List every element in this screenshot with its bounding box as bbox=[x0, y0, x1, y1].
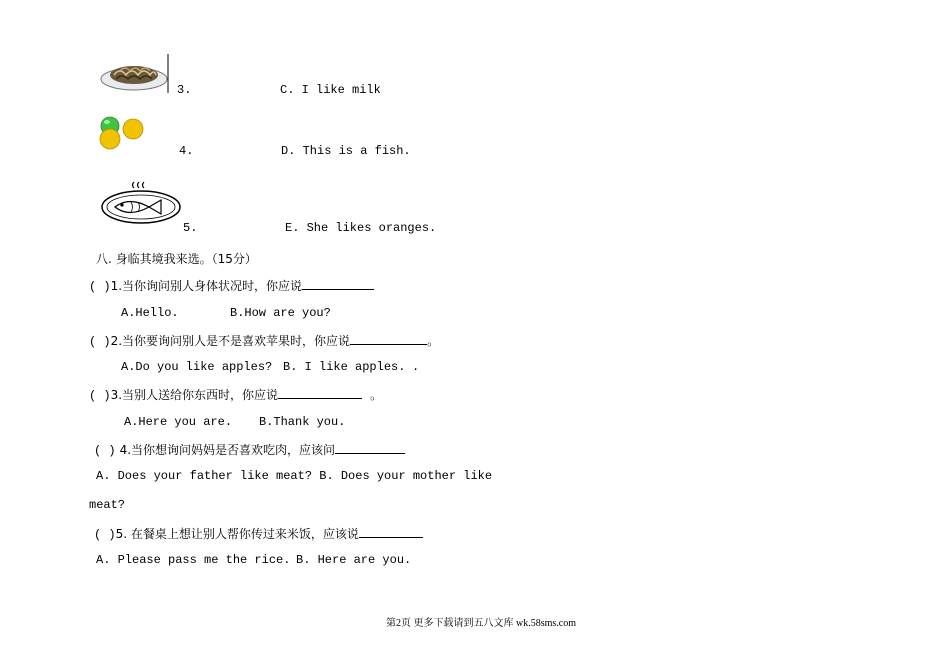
q2-trailing-mark: . bbox=[412, 360, 420, 374]
answer-blank[interactable] bbox=[278, 386, 362, 399]
match-item-4-number: 4. bbox=[179, 144, 194, 158]
match-item-3-number: 3. bbox=[177, 83, 192, 97]
answer-paren[interactable]: ( ) bbox=[89, 335, 111, 349]
question-4 bbox=[94, 441, 405, 459]
answer-paren[interactable]: ( ) bbox=[89, 280, 111, 294]
match-option-e: E. She likes oranges. bbox=[285, 221, 437, 235]
question-prompt: 1.当你询问别人身体状况时，你应说 bbox=[110, 279, 303, 293]
fish-plate-icon bbox=[101, 178, 183, 226]
match-option-c: C. I like milk bbox=[280, 83, 381, 97]
answer-blank[interactable] bbox=[359, 525, 423, 538]
page-footer: 第2页 更多下载请到五八文库 wk.58sms.com bbox=[386, 618, 576, 629]
question-suffix: 。 bbox=[370, 388, 383, 402]
answer-blank[interactable] bbox=[350, 332, 427, 345]
q3-option-b: B.Thank you. bbox=[259, 415, 346, 429]
answer-blank[interactable] bbox=[335, 441, 405, 454]
q1-option-b: B.How are you? bbox=[230, 306, 331, 320]
match-item-5-number: 5. bbox=[183, 221, 198, 235]
question-3 bbox=[89, 386, 382, 404]
q3-option-a: A.Here you are. bbox=[124, 415, 233, 429]
q5-option-a: A. Please pass me the rice. bbox=[96, 553, 291, 567]
noodles-plate-icon bbox=[100, 53, 172, 95]
q4-options-line-1: A. Does your father like meat? B. Does your mother like bbox=[96, 469, 493, 483]
question-1 bbox=[89, 277, 374, 295]
q2-option-a: A.Do you like apples? bbox=[121, 360, 273, 374]
section-8-title: 八. 身临其境我来选。（15分） bbox=[96, 252, 257, 266]
q5-option-b: B. Here are you. bbox=[296, 553, 412, 567]
question-prompt: 4.当你想询问妈妈是否喜欢吃肉，应该问 bbox=[119, 443, 336, 457]
answer-paren[interactable]: ( ) bbox=[94, 444, 116, 458]
answer-paren[interactable]: ( ) bbox=[94, 528, 116, 542]
question-2 bbox=[89, 332, 439, 350]
q2-option-b: B. I like apples. bbox=[283, 360, 406, 374]
match-option-d: D. This is a fish. bbox=[281, 144, 411, 158]
question-prompt: 3.当别人送给你东西时，你应说 bbox=[110, 388, 279, 402]
question-prompt: 2.当你要询问别人是不是喜欢苹果时，你应说 bbox=[110, 334, 351, 348]
q4-options-line-2: meat? bbox=[89, 498, 126, 512]
question-prompt: 5. 在餐桌上想让别人帮你传过来米饭，应该说 bbox=[115, 527, 359, 541]
question-5 bbox=[94, 525, 423, 543]
question-suffix: 。 bbox=[427, 334, 440, 348]
oranges-icon bbox=[97, 116, 149, 152]
q1-option-a: A.Hello. bbox=[121, 306, 179, 320]
answer-paren[interactable]: ( ) bbox=[89, 389, 111, 403]
answer-blank[interactable] bbox=[302, 277, 374, 290]
